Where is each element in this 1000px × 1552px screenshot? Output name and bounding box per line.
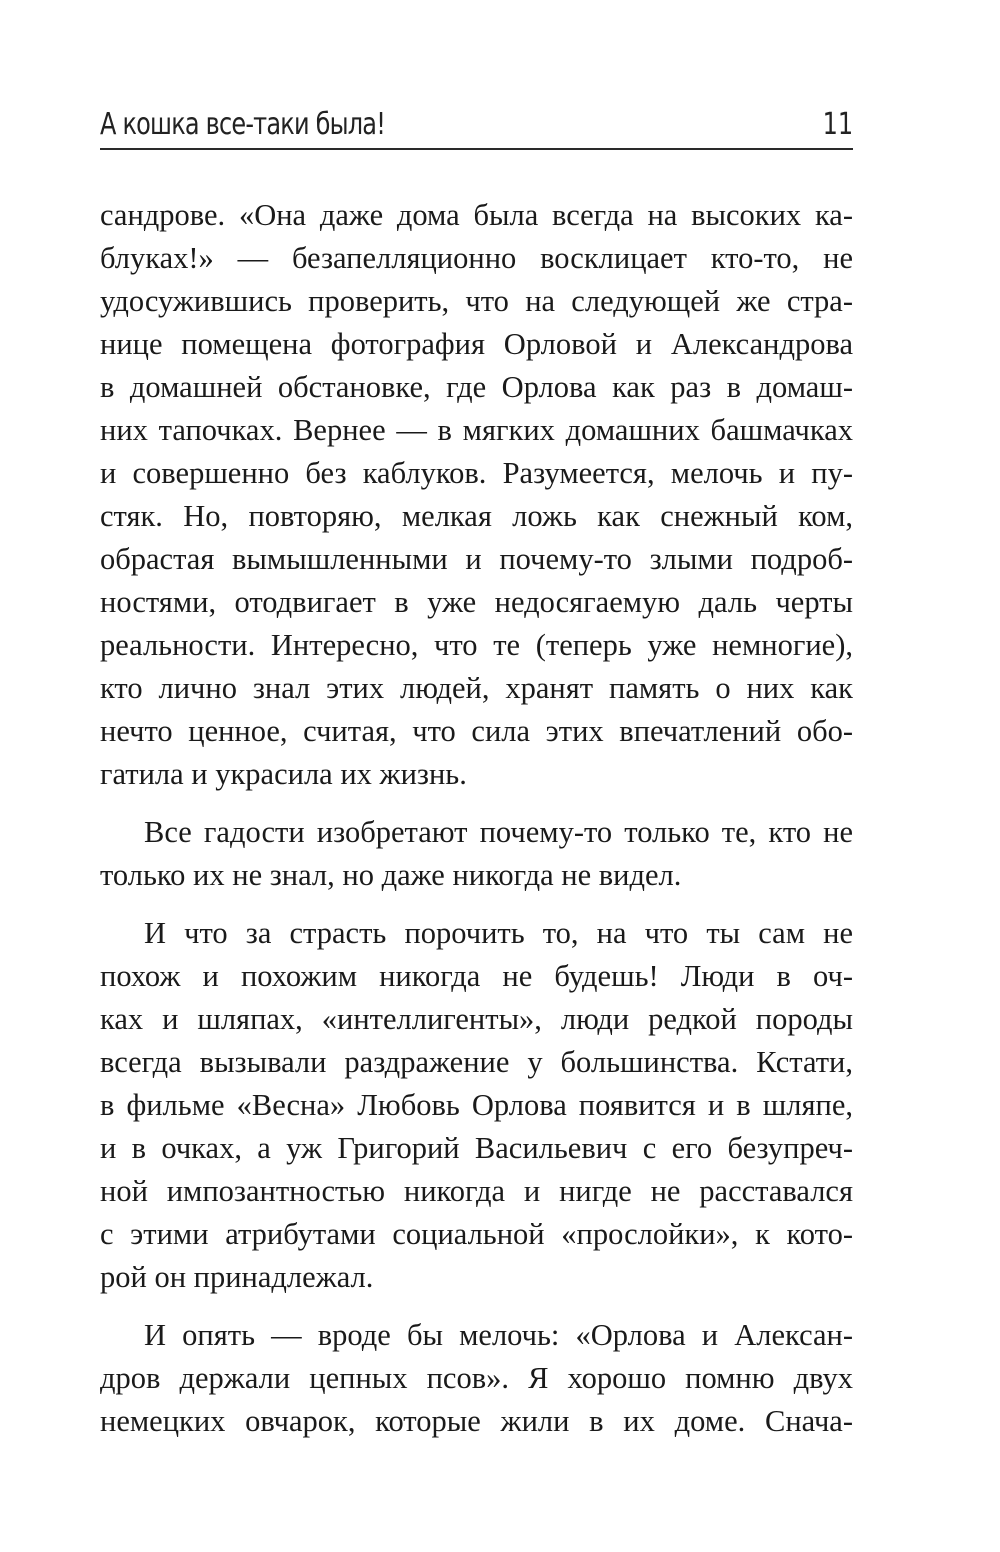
text-line: рой он принадлежал. (100, 1260, 374, 1294)
text-line: ках и шляпах, «интеллигенты», люди редкой породы (100, 1002, 853, 1036)
text-line: них тапочках. Вернее — в мягких домашних башмачках (100, 413, 853, 447)
running-title: А кошка все-таки была! (100, 107, 386, 142)
text-line: блуках!» — безапелляционно восклицает кто-то, не (100, 241, 853, 275)
text-line: всегда вызывали раздражение у большинства. Кстати, (100, 1045, 853, 1079)
text-line: обрастая вымышленными и почему-то злыми подроб- (100, 542, 853, 576)
text-line: И что за страсть порочить то, на что ты сам не (144, 916, 853, 950)
text-line: удосужившись проверить, что на следующей же стра- (100, 284, 853, 318)
paragraph (100, 194, 853, 796)
text-line: немецких овчарок, которые жили в их доме. Снача- (100, 1404, 853, 1438)
paragraph (100, 912, 853, 1299)
text-line: стяк. Но, повторяю, мелкая ложь как снежный ком, (100, 499, 853, 533)
text-line: и совершенно без каблуков. Разумеется, мелочь и пу- (100, 456, 853, 490)
text-line: похож и похожим никогда не будешь! Люди в оч- (100, 959, 853, 993)
text-line: И опять — вроде бы мелочь: «Орлова и Алексан- (144, 1318, 853, 1352)
paragraph (100, 811, 853, 897)
text-line: ностями, отодвигает в уже недосягаемую даль черты (100, 585, 853, 619)
body-text (100, 194, 853, 1458)
text-line: Все гадости изобретают почему-то только те, кто не (144, 815, 853, 849)
text-line: с этими атрибутами социальной «прослойки», к кото- (100, 1217, 853, 1251)
text-line: сандрове. «Она даже дома была всегда на высоких ка- (100, 198, 853, 232)
text-line: в домашней обстановке, где Орлова как раз в домаш- (100, 370, 853, 404)
page-number: 11 (822, 107, 853, 142)
text-line: кто лично знал этих людей, хранят память о них как (100, 671, 853, 705)
text-line: дров держали цепных псов». Я хорошо помню двух (100, 1361, 853, 1395)
text-line: гатила и украсила их жизнь. (100, 757, 467, 791)
text-line: ной импозантностью никогда и нигде не расставался (100, 1174, 853, 1208)
text-line: нице помещена фотография Орловой и Александрова (100, 327, 853, 361)
running-header (100, 96, 853, 150)
text-line: нечто ценное, считая, что сила этих впечатлений обо- (100, 714, 853, 748)
text-line: в фильме «Весна» Любовь Орлова появится и в шляпе, (100, 1088, 853, 1122)
paragraph (100, 1314, 853, 1443)
text-line: реальности. Интересно, что те (теперь уже немногие), (100, 628, 853, 662)
text-line: и в очках, а уж Григорий Васильевич с его безупреч- (100, 1131, 853, 1165)
text-line: только их не знал, но даже никогда не видел. (100, 858, 682, 892)
